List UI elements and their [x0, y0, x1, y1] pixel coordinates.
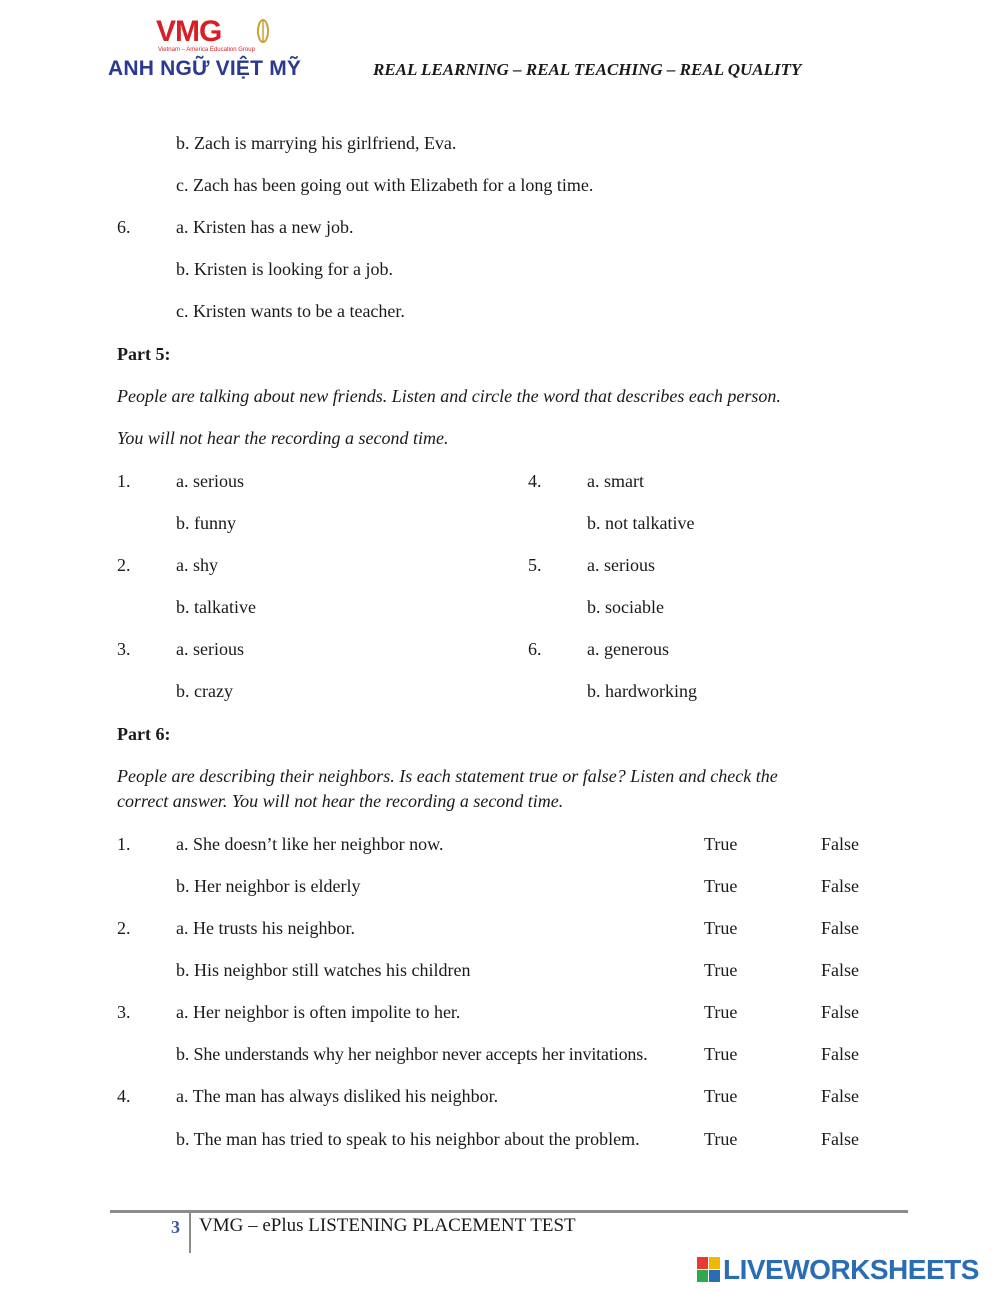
- part5-q5-option-a[interactable]: a. serious: [587, 555, 655, 575]
- part4-q5-option-b: b. Zach is marrying his girlfriend, Eva.: [176, 133, 457, 153]
- liveworksheets-badge-icon: [697, 1257, 721, 1283]
- part6-instruction: People are describing their neighbors. Is each statement true or false? Listen and check the: [117, 766, 778, 786]
- leaf-icon: [256, 18, 270, 44]
- part6-q3-statement-a: a. Her neighbor is often impolite to her.: [176, 1002, 461, 1022]
- part5-q3-number: 3.: [117, 639, 131, 659]
- part6-q2-statement-a: a. He trusts his neighbor.: [176, 918, 355, 938]
- part5-q4-option-a[interactable]: a. smart: [587, 471, 644, 491]
- part5-instruction: People are talking about new friends. Listen and circle the word that describes each person.: [117, 386, 781, 406]
- part5-heading: Part 5:: [117, 344, 171, 364]
- part5-q4-number: 4.: [528, 471, 542, 491]
- false-option[interactable]: False: [821, 834, 859, 854]
- part6-instruction: correct answer. You will not hear the recording a second time.: [117, 791, 564, 811]
- part5-q3-option-a[interactable]: a. serious: [176, 639, 244, 659]
- part5-q2-option-b[interactable]: b. talkative: [176, 597, 256, 617]
- vmg-logo: [108, 14, 318, 84]
- true-option[interactable]: True: [704, 918, 738, 938]
- part5-q2-option-a[interactable]: a. shy: [176, 555, 218, 575]
- part5-q6-number: 6.: [528, 639, 542, 659]
- true-option[interactable]: True: [704, 1086, 738, 1106]
- false-option[interactable]: False: [821, 876, 859, 896]
- part6-q3-statement-b: b. She understands why her neighbor never accepts her invitations.: [176, 1044, 648, 1064]
- part6-q4-number: 4.: [117, 1086, 131, 1106]
- logo-word: VMG: [156, 15, 222, 48]
- part4-q5-option-c: c. Zach has been going out with Elizabeth for a long time.: [176, 175, 594, 195]
- part5-q5-option-b[interactable]: b. sociable: [587, 597, 664, 617]
- part4-q6-option-a: a. Kristen has a new job.: [176, 217, 354, 237]
- part5-q1-option-b[interactable]: b. funny: [176, 513, 236, 533]
- part5-q4-option-b[interactable]: b. not talkative: [587, 513, 695, 533]
- part6-q4-statement-a: a. The man has always disliked his neighbor.: [176, 1086, 499, 1106]
- footer-divider: [110, 1210, 908, 1213]
- false-option[interactable]: False: [821, 1129, 859, 1149]
- part5-q6-option-b[interactable]: b. hardworking: [587, 681, 697, 701]
- part6-q2-number: 2.: [117, 918, 131, 938]
- page-number: 3: [171, 1217, 180, 1237]
- part6-q2-statement-b: b. His neighbor still watches his children: [176, 960, 471, 980]
- true-option[interactable]: True: [704, 834, 738, 854]
- part5-q3-option-b[interactable]: b. crazy: [176, 681, 233, 701]
- footer-separator: [189, 1213, 191, 1253]
- part6-q1-statement-b: b. Her neighbor is elderly: [176, 876, 361, 896]
- true-option[interactable]: True: [704, 960, 738, 980]
- part4-q6-option-b: b. Kristen is looking for a job.: [176, 259, 393, 279]
- part6-q1-number: 1.: [117, 834, 131, 854]
- part5-q2-number: 2.: [117, 555, 131, 575]
- logo-subtitle: Vietnam – America Education Group: [158, 47, 255, 53]
- part4-q6-option-c: c. Kristen wants to be a teacher.: [176, 301, 405, 321]
- part6-heading: Part 6:: [117, 724, 171, 744]
- part5-q5-number: 5.: [528, 555, 542, 575]
- part5-q1-option-a[interactable]: a. serious: [176, 471, 244, 491]
- false-option[interactable]: False: [821, 1002, 859, 1022]
- true-option[interactable]: True: [704, 1129, 738, 1149]
- true-option[interactable]: True: [704, 1044, 738, 1064]
- part6-q3-number: 3.: [117, 1002, 131, 1022]
- part4-q6-number: 6.: [117, 217, 131, 237]
- liveworksheets-text: LIVEWORKSHEETS: [723, 1254, 979, 1285]
- part5-instruction: You will not hear the recording a second time.: [117, 428, 449, 448]
- false-option[interactable]: False: [821, 918, 859, 938]
- logo-brand: ANH NGỮ VIỆT MỸ: [108, 57, 302, 80]
- true-option[interactable]: True: [704, 1002, 738, 1022]
- footer-title: VMG – ePlus LISTENING PLACEMENT TEST: [199, 1215, 576, 1236]
- false-option[interactable]: False: [821, 1044, 859, 1064]
- false-option[interactable]: False: [821, 960, 859, 980]
- part5-q1-number: 1.: [117, 471, 131, 491]
- false-option[interactable]: False: [821, 1086, 859, 1106]
- part6-q4-statement-b: b. The man has tried to speak to his neighbor about the problem.: [176, 1129, 640, 1149]
- part5-q6-option-a[interactable]: a. generous: [587, 639, 669, 659]
- part6-q1-statement-a: a. She doesn’t like her neighbor now.: [176, 834, 444, 854]
- header-slogan: REAL LEARNING – REAL TEACHING – REAL QUALITY: [373, 60, 802, 79]
- true-option[interactable]: True: [704, 876, 738, 896]
